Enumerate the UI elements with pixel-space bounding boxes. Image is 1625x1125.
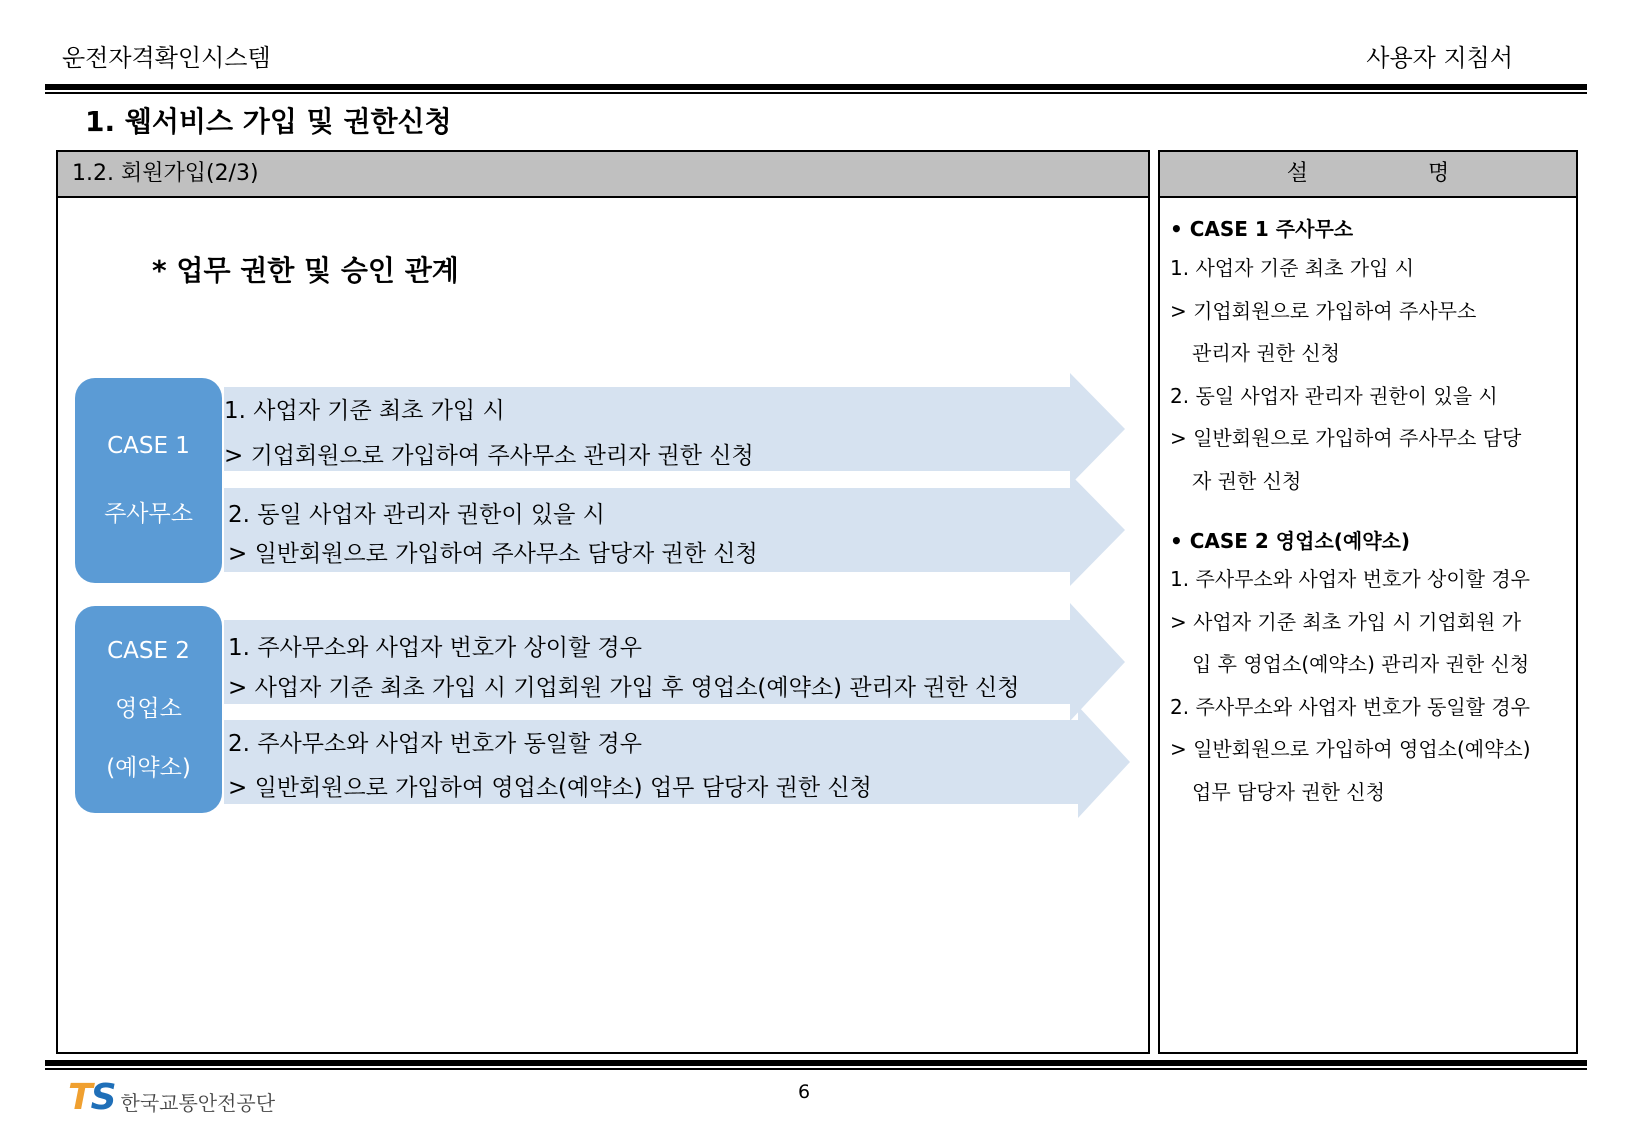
desc-line: 1. 사업자 기준 최초 가입 시 bbox=[1170, 256, 1415, 280]
system-name: 운전자격확인시스템 bbox=[62, 44, 271, 72]
desc-case2-heading: • CASE 2 영업소(예약소) bbox=[1170, 529, 1411, 553]
desc-line: > 사업자 기준 최초 가입 시 기업회원 가 bbox=[1170, 610, 1522, 634]
arrow-case1-row2 bbox=[224, 474, 1125, 586]
desc-line: > 기업회원으로 가입하여 주사무소 bbox=[1170, 299, 1477, 323]
case2-row2-line1: 2. 주사무소와 사업자 번호가 동일할 경우 bbox=[228, 731, 642, 757]
section-title: 1. 웹서비스 가입 및 권한신청 bbox=[85, 105, 452, 138]
case2-row1-line1: 1. 주사무소와 사업자 번호가 상이할 경우 bbox=[228, 635, 642, 661]
desc-line: > 일반회원으로 가입하여 영업소(예약소) bbox=[1170, 737, 1531, 761]
footer-rule-thick bbox=[45, 1060, 1587, 1066]
case2-box bbox=[75, 606, 222, 813]
case2-row1-line2: > 사업자 기준 최초 가입 시 기업회원 가입 후 영업소(예약소) 관리자 권한 신청 bbox=[228, 675, 1020, 701]
case1-label-line1: CASE 1 bbox=[107, 433, 190, 459]
desc-line: 관리자 권한 신청 bbox=[1192, 341, 1340, 365]
logo-mark-s: S bbox=[90, 1077, 115, 1118]
case1-box bbox=[75, 378, 222, 583]
right-header-left: 설 bbox=[1286, 161, 1308, 186]
organization-name: 한국교통안전공단 bbox=[120, 1091, 276, 1115]
case2-label-line3: (예약소) bbox=[106, 754, 191, 781]
organization-logo bbox=[68, 1077, 276, 1118]
desc-line: > 일반회원으로 가입하여 주사무소 담당 bbox=[1170, 426, 1522, 450]
arrow-case2-row1 bbox=[224, 603, 1125, 721]
case1-row2-line2: > 일반회원으로 가입하여 주사무소 담당자 권한 신청 bbox=[228, 541, 758, 567]
case2-label-line2: 영업소 bbox=[115, 695, 182, 722]
ts-logo-mark bbox=[68, 1077, 115, 1118]
document-type: 사용자 지침서 bbox=[1366, 44, 1513, 72]
left-panel-header: 1.2. 회원가입(2/3) bbox=[58, 152, 1148, 198]
desc-line: 1. 주사무소와 사업자 번호가 상이할 경우 bbox=[1170, 567, 1530, 591]
case1-row2-line1: 2. 동일 사업자 관리자 권한이 있을 시 bbox=[228, 502, 605, 528]
desc-line: 2. 주사무소와 사업자 번호가 동일할 경우 bbox=[1170, 695, 1530, 719]
diagram-subtitle: * 업무 권한 및 승인 관계 bbox=[152, 254, 459, 287]
case1-row1-line2: > 기업회원으로 가입하여 주사무소 관리자 권한 신청 bbox=[224, 443, 754, 469]
desc-case1-heading: • CASE 1 주사무소 bbox=[1170, 217, 1354, 241]
logo-mark-t: T bbox=[68, 1077, 91, 1118]
desc-line: 업무 담당자 권한 신청 bbox=[1192, 780, 1385, 804]
case2-row2-line2: > 일반회원으로 가입하여 영업소(예약소) 업무 담당자 권한 신청 bbox=[228, 775, 872, 801]
case1-row1-line1: 1. 사업자 기준 최초 가입 시 bbox=[224, 398, 505, 424]
case2-label-line1: CASE 2 bbox=[107, 637, 190, 664]
page-number: 6 bbox=[798, 1081, 811, 1103]
desc-line: 자 권한 신청 bbox=[1192, 469, 1302, 493]
footer-rule-thin bbox=[45, 1068, 1587, 1070]
right-header-right: 명 bbox=[1428, 161, 1450, 186]
desc-line: 2. 동일 사업자 관리자 권한이 있을 시 bbox=[1170, 384, 1498, 408]
case1-label-line2: 주사무소 bbox=[104, 501, 193, 527]
desc-line: 입 후 영업소(예약소) 관리자 권한 신청 bbox=[1192, 652, 1530, 676]
